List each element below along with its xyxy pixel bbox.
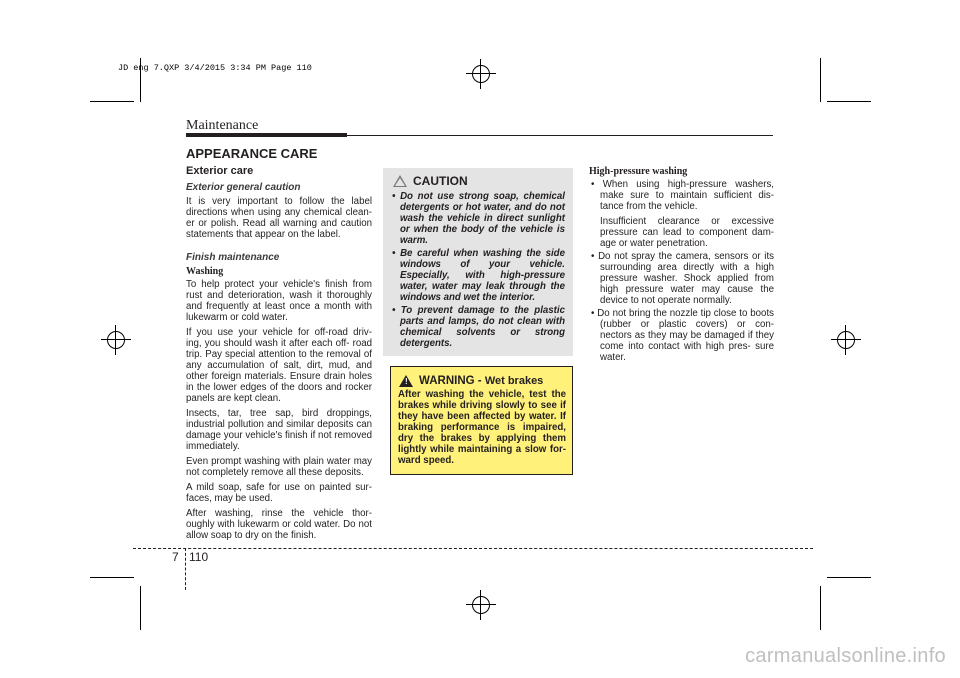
caution-list (383, 191, 573, 349)
header-rule-thick (186, 133, 347, 137)
crop-mark (827, 101, 871, 102)
crop-mark (140, 586, 141, 630)
crop-mark (820, 58, 821, 102)
warning-header (399, 375, 572, 387)
paragraph: After washing, rinse the vehicle thor- oughly with lukewarm or cold water. Do not allow soap to dry on the finish. (186, 508, 372, 541)
crop-mark (827, 577, 871, 578)
caution-title: CAUTION (413, 174, 468, 188)
header-rule-thin (347, 135, 773, 136)
footer-rule (133, 548, 813, 549)
list-item: • Do not use strong soap, chemical detergents or hot water, and do not wash the vehicle in direct sunlight or when the body of the vehicle is warm. (392, 191, 565, 246)
heading-washing: Washing (186, 266, 224, 277)
registration-mark-icon (466, 59, 496, 89)
heading-exterior-care: Exterior care (186, 165, 254, 177)
warning-title: WARNING - (419, 375, 485, 387)
subheading-general-caution: Exterior general caution (186, 182, 301, 193)
warning-text: After washing the vehicle, test the brakes while driving slowly to see if they have been affected by water. If braking performance is impaired, dry the brakes by applying them lightly while maintaining a slow for- ward speed. (398, 389, 566, 466)
chapter-number: 7 (172, 550, 179, 564)
paragraph: A mild soap, safe for use on painted sur- faces, may be used. (186, 482, 372, 504)
crop-mark (90, 577, 134, 578)
list-item: • When using high-pressure washers, make sure to maintain sufficient dis- tance from the vehicle. Insufficient clearance or excessive pressure can lead to component dam- age or water penetration. (591, 179, 774, 249)
column-high-pressure (589, 166, 774, 365)
paragraph: If you use your vehicle for off-road driv- ing, you should wash it after each off- road trip. Pay special attention to the removal of any accumulation of salt, dirt, mud, and other foreign materials. Ensure drain holes in the lower edges of the doors and rocker panels are kept clean. (186, 327, 372, 404)
warning-subtitle: Wet brakes (484, 375, 544, 387)
registration-mark-icon (466, 590, 496, 620)
subheading-finish-maintenance: Finish maintenance (186, 252, 280, 263)
list-item: • Do not bring the nozzle tip close to boots (rubber or plastic covers) or con- nectors as they may be damaged if they come into contact with high pres- sure water. (591, 308, 774, 363)
section-title: Maintenance (186, 118, 259, 133)
caution-box (383, 168, 573, 356)
crop-mark (90, 101, 134, 102)
footer-divider (185, 548, 186, 590)
list-item-continuation: Insufficient clearance or excessive pressure can lead to component dam- age or water penetration. (600, 216, 774, 249)
paragraph: Insects, tar, tree sap, bird droppings, industrial pollution and similar deposits can damage your vehicle's finish if not removed immediately. (186, 408, 372, 452)
column-exterior-care (186, 166, 372, 545)
caution-header (393, 174, 573, 188)
registration-mark-icon (831, 325, 861, 355)
page-number: 110 (189, 550, 209, 564)
crop-mark (820, 586, 821, 630)
registration-mark-icon (101, 325, 131, 355)
caution-triangle-icon (393, 175, 407, 187)
warning-box (390, 366, 573, 475)
page-title: APPEARANCE CARE (186, 146, 318, 161)
print-slug: JD eng 7.QXP 3/4/2015 3:34 PM Page 110 (118, 63, 312, 73)
list-item: • Be careful when washing the side windows of your vehicle. Especially, with high-pressure water, water may leak through the windows and wet the interior. (392, 248, 565, 303)
list-item: • To prevent damage to the plastic parts and lamps, do not clean with chemical solvents or strong detergents. (392, 305, 565, 349)
list-item: • Do not spray the camera, sensors or its surrounding area directly with a high pressure washer. Shock applied from high pressure water may cause the device to not operate normally. (591, 251, 774, 306)
paragraph: To help protect your vehicle's finish from rust and deterioration, wash it thoroughly and frequently at least once a month with lukewarm or cold water. (186, 279, 372, 323)
watermark: carmanualsonline.info (745, 645, 946, 667)
high-pressure-list (589, 179, 774, 363)
paragraph: It is very important to follow the label directions when using any chemical clean- er or polish. Read all warning and caution statements that appear on the label. (186, 196, 372, 240)
heading-high-pressure: High-pressure washing (589, 166, 688, 177)
paragraph: Even prompt washing with plain water may not completely remove all these deposits. (186, 456, 372, 478)
warning-triangle-icon: ! (399, 375, 413, 387)
